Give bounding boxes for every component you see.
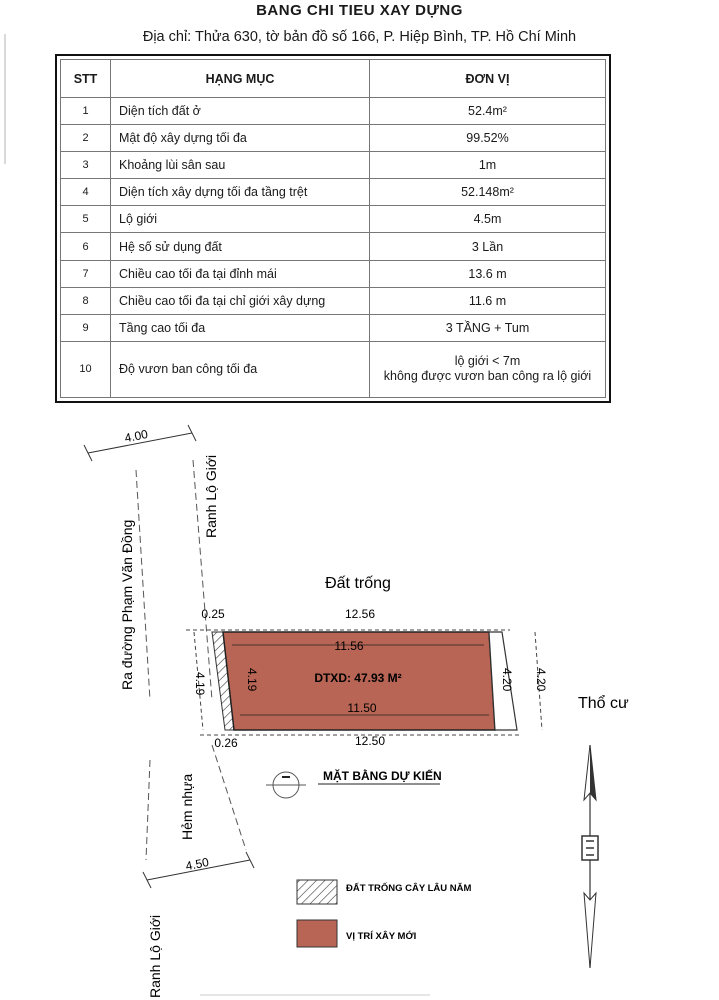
row-item: Khoảng lùi sân sau — [111, 152, 370, 179]
label-alley: Hẻm nhựa — [179, 773, 195, 840]
column-header-stt: STT — [61, 60, 111, 98]
row-value: 3 TẦNG + Tum — [370, 314, 606, 341]
dimension-alley-width — [143, 852, 254, 888]
row-value: 1m — [370, 152, 606, 179]
row-item: Diện tích xây dựng tối đa tầng trệt — [111, 179, 370, 206]
row-value-line2: không được vươn ban công ra lộ giới — [383, 369, 592, 384]
plan-title: MẶT BẰNG DỰ KIẾN — [323, 769, 442, 783]
area-label: DTXD: 47.93 M² — [314, 671, 402, 685]
label-neighbor: Thổ cư — [578, 695, 629, 712]
alley-edge-line — [146, 760, 150, 860]
dim-top-offset-text: 0.25 — [201, 607, 225, 621]
dim-right-outer-text: 4.20 — [534, 668, 548, 692]
row-stt: 1 — [61, 98, 111, 125]
row-value: 4.5m — [370, 206, 606, 233]
dim-road-width-top-text: 4.00 — [123, 426, 150, 446]
dim-bottom-total-text: 12.50 — [354, 734, 386, 748]
legend-swatch-hatched — [297, 880, 337, 904]
column-header-unit: ĐƠN VỊ — [370, 60, 606, 98]
dim-right-inner-text: 4.20 — [500, 668, 514, 692]
row-value: 99.52% — [370, 125, 606, 152]
dim-bottom-offset-text: 0.26 — [214, 736, 238, 750]
row-stt: 3 — [61, 152, 111, 179]
row-item: Chiều cao tối đa tại chỉ giới xây dựng — [111, 287, 370, 314]
dim-left-outer-text: 4.19 — [193, 672, 207, 696]
row-stt: 4 — [61, 179, 111, 206]
alley-boundary-line — [212, 745, 246, 850]
row-item: Độ vươn ban công tối đa — [111, 341, 370, 397]
row-value: 11.6 m — [370, 287, 606, 314]
label-boundary-top: Ranh Lộ Giới — [203, 454, 219, 538]
row-value-line1: lộ giới < 7m — [454, 354, 521, 369]
legend-swatch-build — [297, 920, 337, 947]
row-stt: 7 — [61, 260, 111, 287]
row-stt: 10 — [61, 341, 111, 397]
dim-left-inner-text: 4.19 — [245, 668, 259, 692]
dim-inner-top-text: 11.56 — [334, 639, 364, 653]
label-road: Ra đường Phạm Văn Đồng — [119, 519, 135, 690]
legend-label-build: VỊ TRÍ XÂY MỚI — [346, 931, 417, 942]
row-item: Mật độ xây dựng tối đa — [111, 125, 370, 152]
row-value: 52.4m² — [370, 98, 606, 125]
row-stt: 8 — [61, 287, 111, 314]
row-item: Diện tích đất ở — [111, 98, 370, 125]
row-stt: 9 — [61, 314, 111, 341]
row-item: Tầng cao tối đa — [111, 314, 370, 341]
row-stt: 2 — [61, 125, 111, 152]
row-item: Lộ giới — [111, 206, 370, 233]
row-stt: 6 — [61, 233, 111, 260]
row-value: 13.6 m — [370, 260, 606, 287]
dim-top-total-text: 12.56 — [344, 607, 376, 621]
road-edge-line — [136, 470, 150, 700]
row-item: Chiều cao tối đa tại đỉnh mái — [111, 260, 370, 287]
row-value: 3 Lần — [370, 233, 606, 260]
column-header-item: HẠNG MỤC — [111, 60, 370, 98]
plan-title-marker — [266, 772, 306, 798]
dim-alley-width-text: 4.50 — [184, 854, 211, 874]
north-arrow-icon — [582, 745, 598, 968]
dimension-road-width-top — [84, 425, 196, 461]
row-item: Hệ số sử dụng đất — [111, 233, 370, 260]
label-boundary-bottom: Ranh Lộ Giới — [147, 914, 163, 998]
row-stt: 5 — [61, 206, 111, 233]
row-value: 52.148m² — [370, 179, 606, 206]
address-line: Địa chỉ: Thửa 630, tờ bản đồ số 166, P. Hiệp Bình, TP. Hồ Chí Minh — [142, 29, 577, 45]
dim-inner-bottom-text: 11.50 — [347, 701, 377, 715]
legend-label-vacant: ĐẤT TRỐNG CÂY LÂU NĂM — [346, 883, 472, 894]
label-vacant-land: Đất trống — [325, 575, 391, 592]
document-title: BANG CHI TIEU XAY DỰNG — [256, 2, 463, 19]
